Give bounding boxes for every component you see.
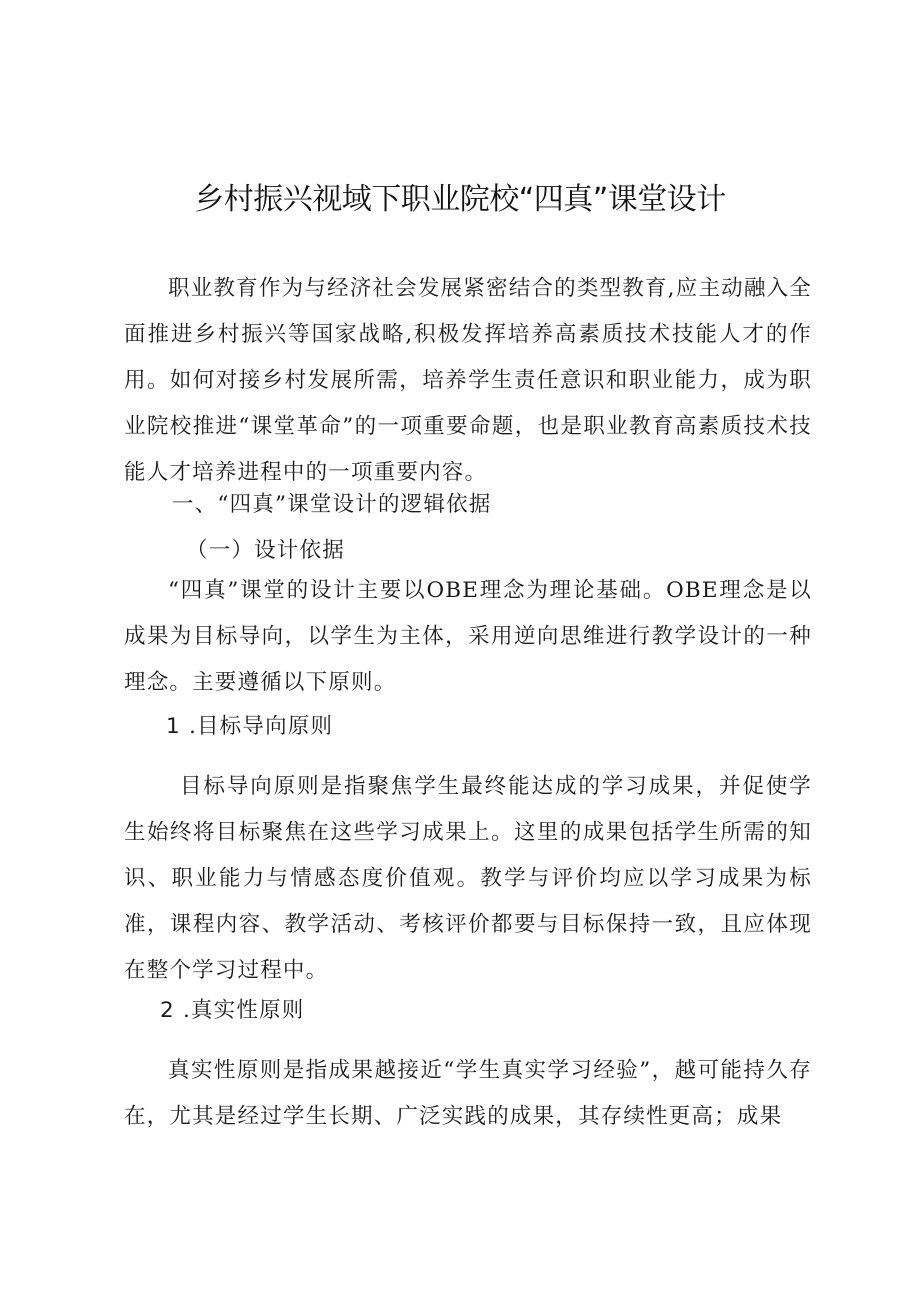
principle-number: 2	[160, 998, 175, 1023]
principle-number: 1	[166, 714, 181, 739]
paragraph-obe: “四真”课堂的设计主要以OBE理念为理论基础。OBE理念是以成果为目标导向，以学生为主体，采用逆向思维进行教学设计的一种理念。主要遵循以下原则。	[124, 578, 812, 695]
principle-heading-2	[160, 988, 800, 1034]
principle-label: .目标导向原则	[188, 714, 334, 739]
paragraph-goal-principle: 目标导向原则是指聚焦学生最终能达成的学习成果，并促使学生始终将目标聚焦在这些学习成果上。这里的成果包括学生所需的知识、职业能力与情感态度价值观。教学与评价均应以学习成果为标准，课程内容、教学活动、考核评价都要与目标保持一致，且应体现在整个学习过程中。	[124, 774, 812, 983]
document-title: 乡村振兴视域下职业院校“四真”课堂设计	[194, 182, 726, 217]
section-heading-1: 一、“四真”课堂设计的逻辑依据	[172, 492, 492, 517]
principle-heading-1	[166, 704, 806, 750]
subsection-heading-1: （一）设计依据	[186, 538, 345, 563]
principle-label: .真实性原则	[182, 998, 305, 1023]
paragraph-intro: 职业教育作为与经济社会发展紧密结合的类型教育,应主动融入全面推进乡村振兴等国家战略,积极发挥培养高素质技术技能人才的作用。如何对接乡村发展所需，培养学生责任意识和职业能力，成为职业院校推进“课堂革命”的一项重要命题，也是职业教育高素质技术技能人才培养进程中的一项重要内容。	[124, 276, 812, 485]
paragraph-authenticity-principle: 真实性原则是指成果越接近“学生真实学习经验”，越可能持久存在，尤其是经过学生长期、广泛实践的成果，其存续性更高；成果	[124, 1058, 812, 1129]
